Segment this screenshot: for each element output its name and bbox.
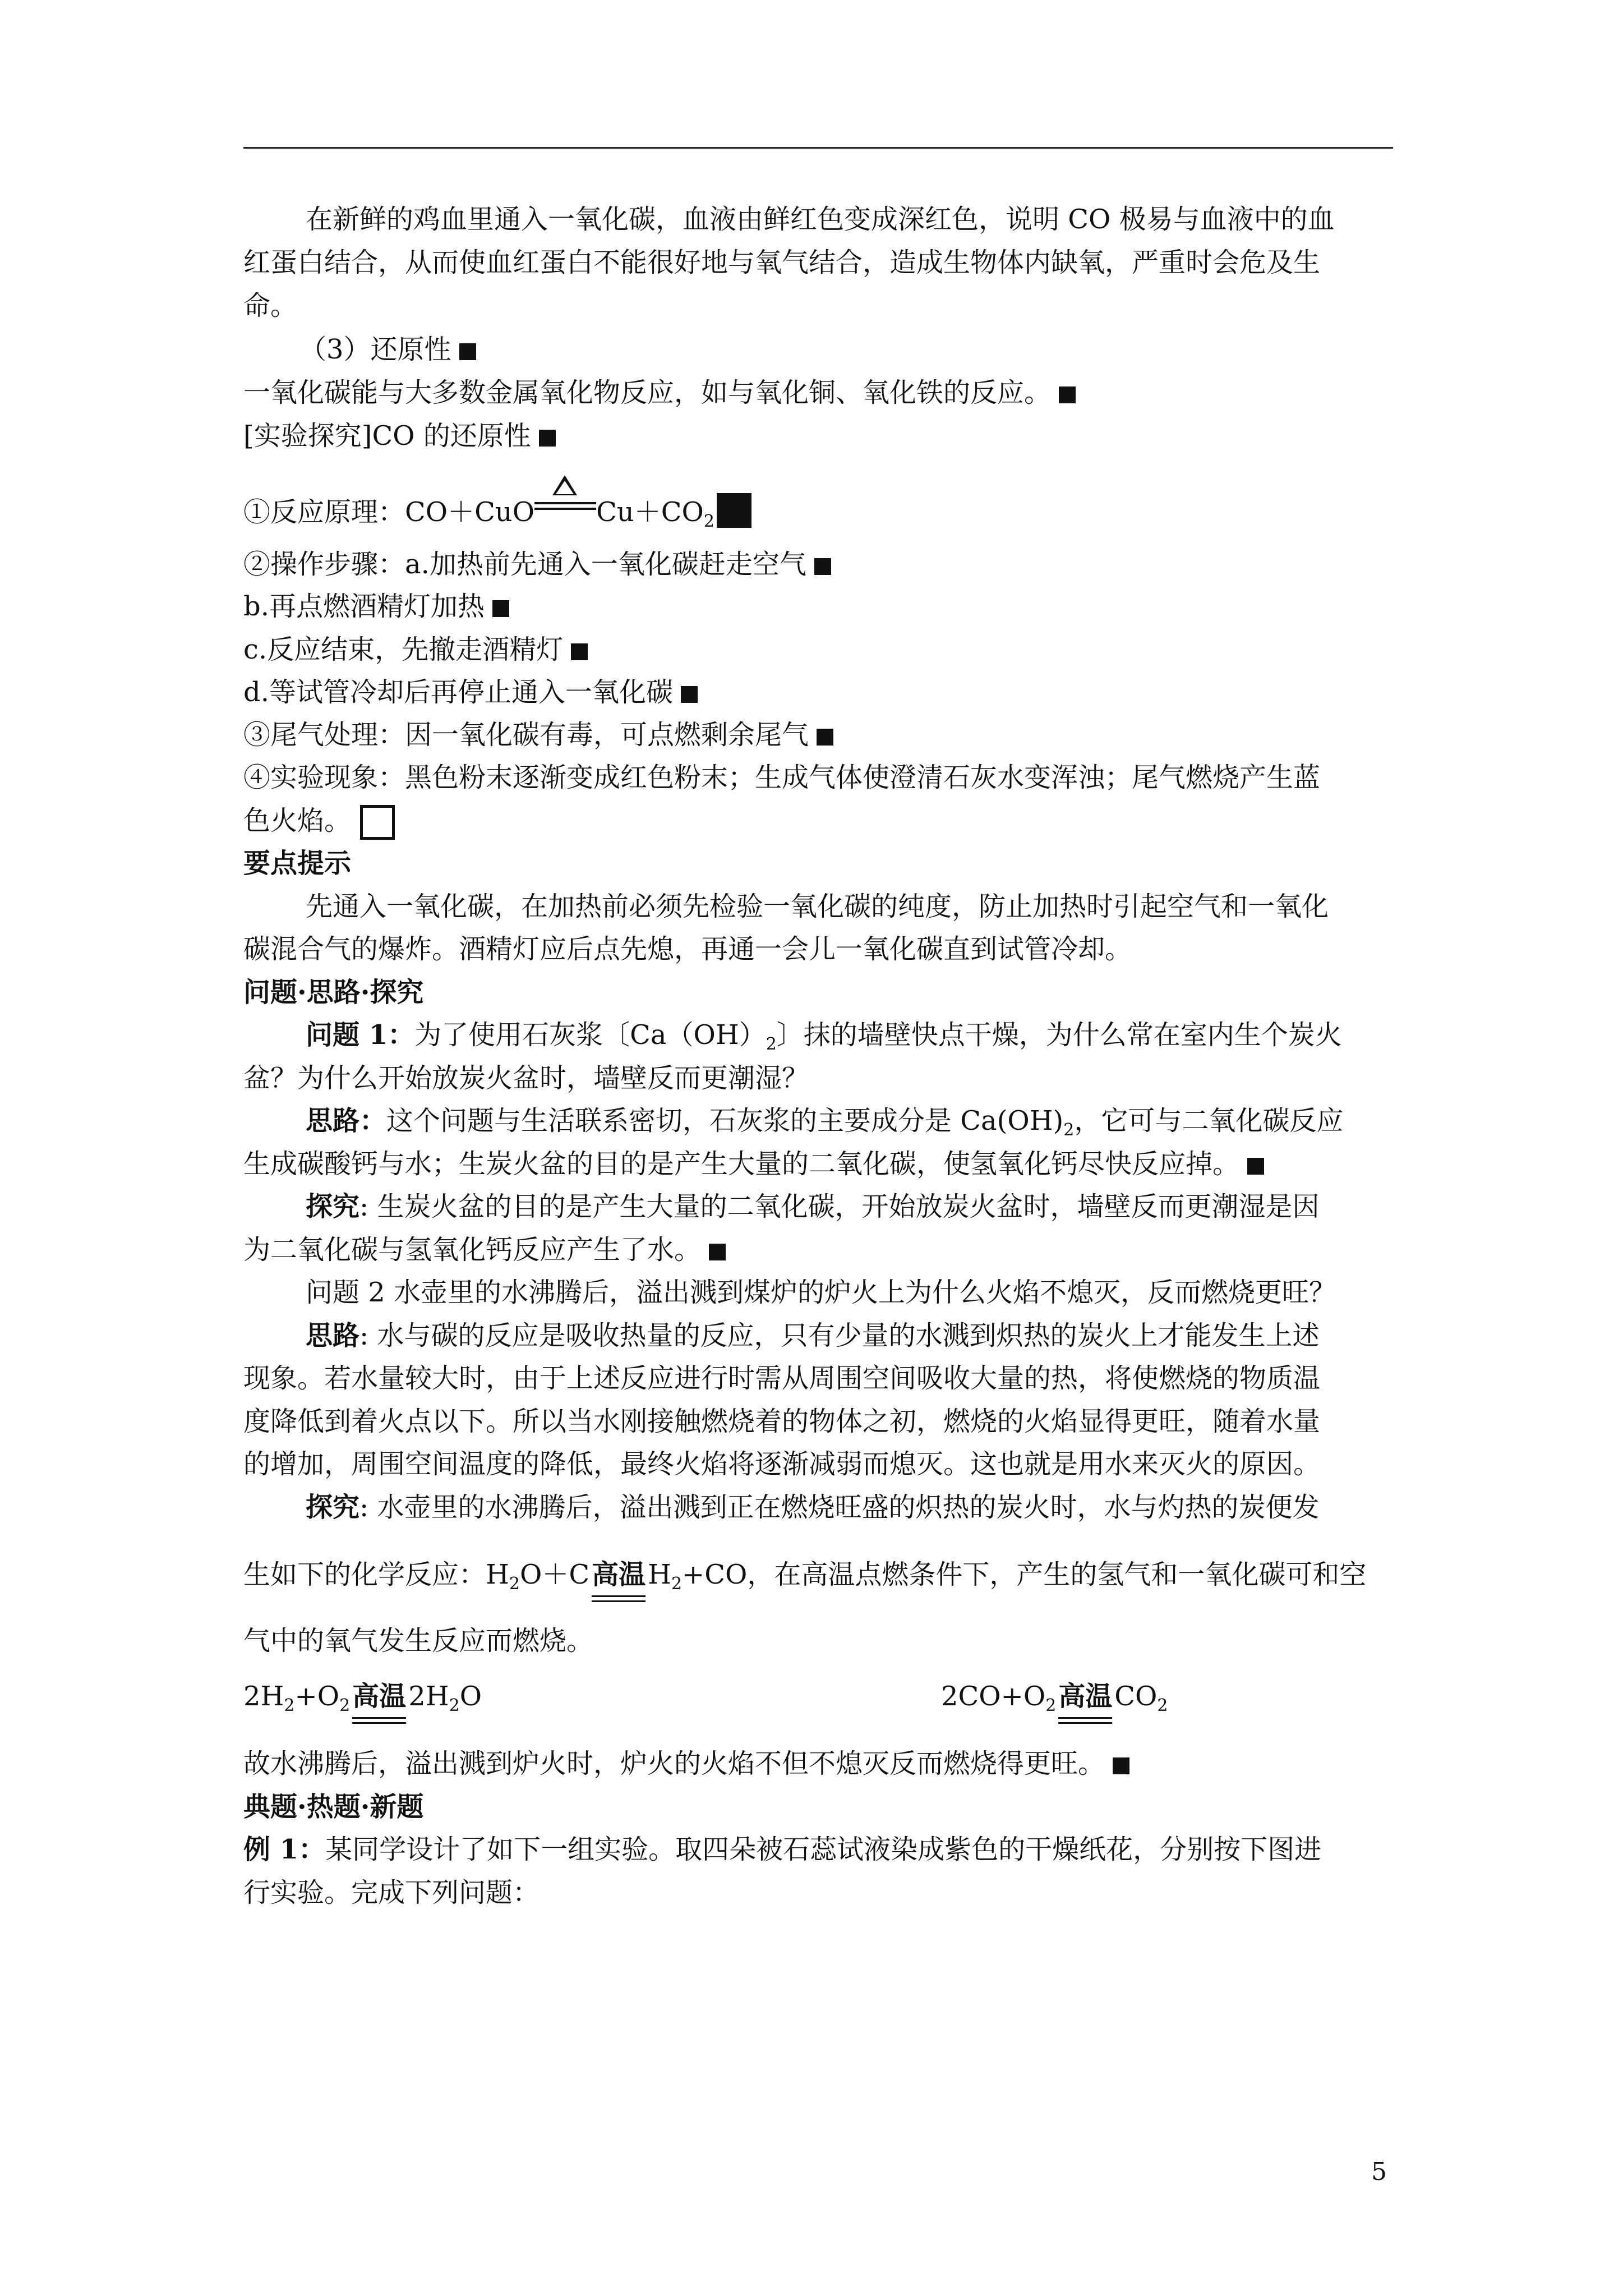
explore-1: 探究: 生炭火盆的目的是产生大量的二氧化碳，开始放炭火盆时，墙壁反而更潮湿是因 <box>306 1191 1320 1222</box>
black-square-icon <box>1059 386 1076 403</box>
phenomenon-line: 色火焰。 <box>243 803 395 840</box>
phenomenon-line: ④实验现象：黑色粉末逐渐变成红色粉末；生成气体使澄清石灰水变浑浊；尾气燃烧产生蓝 <box>243 762 1321 793</box>
header-rule <box>243 147 1393 149</box>
example-1-cont: 行实验。完成下列问题： <box>243 1877 540 1908</box>
paragraph-line: 在新鲜的鸡血里通入一氧化碳，血液由鲜红色变成深红色，说明 CO 极易与血液中的血 <box>306 204 1335 235</box>
black-square-icon <box>817 729 833 746</box>
black-square-icon <box>814 558 831 575</box>
thought-2-cont: 的增加，周围空间温度的降低，最终火焰将逐渐减弱而熄灭。这也就是用水来灭火的原因。 <box>243 1448 1321 1480</box>
black-square-icon <box>1247 1158 1264 1175</box>
typical-heading: 典题·热题·新题 <box>243 1791 424 1823</box>
step-b: b.再点燃酒精灯加热 <box>243 589 509 624</box>
tail-gas: ③尾气处理：因一氧化碳有毒，可点燃剩余尾气 <box>243 717 833 752</box>
tips-line: 先通入一氧化碳，在加热前必须先检验一氧化碳的纯度，防止加热时引起空气和一氧化 <box>306 891 1329 922</box>
reaction-principle: ①反应原理：CO＋CuO $Cu+CO_2$ <box>243 490 751 539</box>
qa-heading: 问题·思路·探究 <box>243 977 424 1008</box>
conclusion: 故水沸腾后，溢出溅到炉火时，炉火的火焰不但不熄灭反而燃烧得更旺。 <box>243 1746 1129 1781</box>
heating-condition-arrow <box>534 490 596 524</box>
black-square-icon <box>709 1244 726 1260</box>
paragraph-line: 命。 <box>243 290 298 321</box>
thought-1: 思路：这个问题与生活联系密切，石灰浆的主要成分是 $Ca(OH)_2$，它可与二氧化碳反应 <box>306 1105 1344 1140</box>
page-number: 5 <box>1371 2157 1387 2186</box>
high-temperature-condition: 高温 <box>1058 1679 1112 1717</box>
thought-1-cont: 生成碳酸钙与水；生炭火盆的目的是产生大量的二氧化碳，使氢氧化钙尽快反应掉。 <box>243 1147 1264 1181</box>
tips-heading: 要点提示 <box>243 848 352 879</box>
empty-box-icon <box>360 805 395 840</box>
thought-2: 思路: 水与碳的反应是吸收热量的反应，只有少量的水溅到炽热的炭火上才能发生上述 <box>306 1320 1320 1351</box>
paragraph-line: 红蛋白结合，从而使血红蛋白不能很好地与氧气结合，造成生物体内缺氧，严重时会危及生 <box>243 247 1321 278</box>
explore-2-equation-line: 生如下的化学反应：$H_2O+C$高温$H_2+CO$，在高温点燃条件下，产生的氢气和一氧化碳可和空 <box>243 1557 1366 1602</box>
black-square-icon <box>1113 1757 1129 1774</box>
example-1: 例 1：某同学设计了如下一组实验。取四朵被石蕊试液染成紫色的干燥纸花，分别按下图进 <box>243 1834 1322 1865</box>
black-square-icon <box>681 686 698 703</box>
experiment-title: [实验探究]CO 的还原性 <box>243 418 556 453</box>
tips-line: 碳混合气的爆炸。酒精灯应后点先熄，再通一会儿一氧化碳直到试管冷却。 <box>243 933 1132 965</box>
black-square-icon <box>539 430 556 447</box>
black-square-icon <box>459 343 476 360</box>
thought-2-cont: 度降低到着火点以下。所以当水刚接触燃烧着的物体之初，燃烧的火焰显得更旺，随着水量 <box>243 1406 1321 1437</box>
black-square-icon <box>571 643 588 660</box>
question-2: 问题 2 水壶里的水沸腾后，溢出溅到煤炉的炉火上为什么火焰不熄灭，反而燃烧更旺？ <box>306 1277 1336 1308</box>
explore-2-cont: 气中的氧气发生反应而燃烧。 <box>243 1625 594 1657</box>
black-square-icon <box>492 600 509 617</box>
thought-2-cont: 现象。若水量较大时，由于上述反应进行时需从周围空间吸收大量的热，将使燃烧的物质温 <box>243 1363 1321 1394</box>
step-d: d.等试管冷却后再停止通入一氧化碳 <box>243 675 698 710</box>
equation-carbon-monoxide: $2CO+O_2$高温$CO_2$ <box>941 1679 1168 1723</box>
section-heading-reduction: （3）还原性 <box>299 332 476 367</box>
equation-hydrogen: $2H_2+O_2$高温$2H_2O$ <box>243 1679 482 1723</box>
question-1: 问题 1：为了使用石灰浆〔$Ca(OH)_2$〕抹的墙壁快点干燥，为什么常在室内生个炭火 <box>306 1019 1342 1054</box>
reduction-intro: 一氧化碳能与大多数金属氧化物反应，如与氧化铜、氧化铁的反应。 <box>243 375 1076 410</box>
explore-1-cont: 为二氧化碳与氢氧化钙反应产生了水。 <box>243 1232 726 1267</box>
step-c: c.反应结束，先撤走酒精灯 <box>243 632 588 667</box>
explore-2: 探究: 水壶里的水沸腾后，溢出溅到正在燃烧旺盛的炽热的炭火时，水与灼热的炭便发 <box>306 1492 1320 1523</box>
black-square-icon <box>717 493 751 528</box>
question-1-cont: 盆？为什么开始放炭火盆时，墙壁反而更潮湿？ <box>243 1062 809 1094</box>
step-a: ②操作步骤：a.加热前先通入一氧化碳赶走空气 <box>243 547 831 582</box>
high-temperature-condition: 高温 <box>592 1557 645 1595</box>
high-temperature-condition: 高温 <box>352 1679 406 1717</box>
